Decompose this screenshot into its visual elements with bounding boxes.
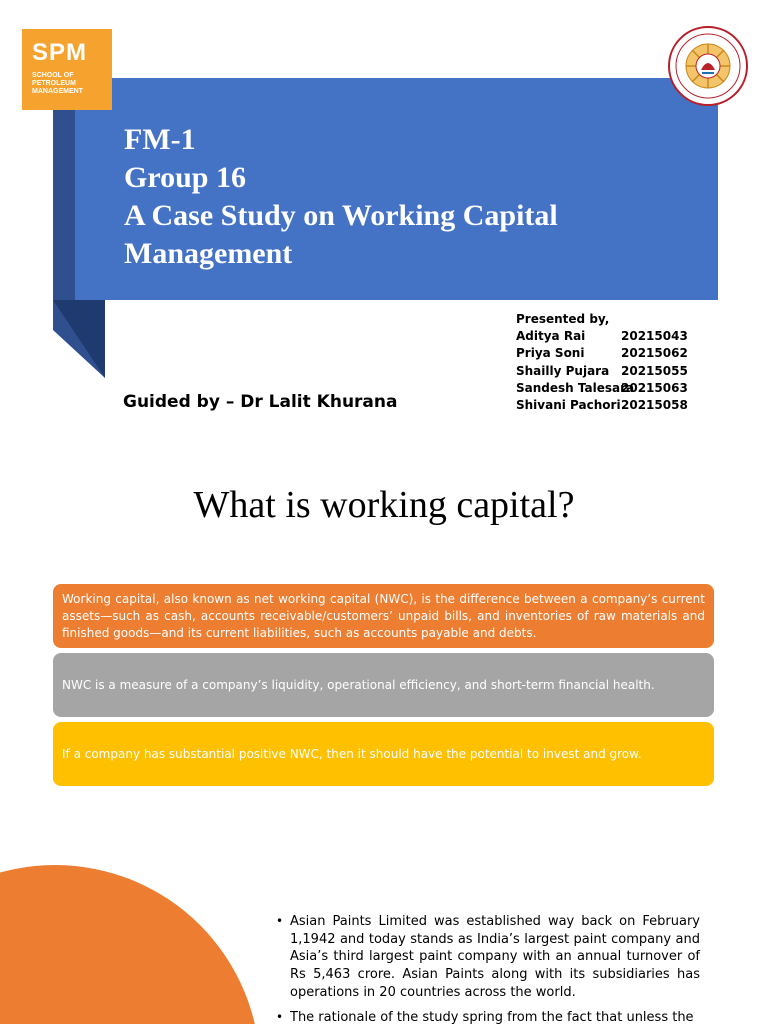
list-item <box>276 913 700 1002</box>
presenter-row <box>516 345 716 362</box>
presenter-name: Shivani Pachori <box>516 398 621 413</box>
nwc-measure-box <box>53 653 714 717</box>
presenter-id: 20215062 <box>621 346 688 361</box>
slide-title <box>124 121 694 273</box>
presenter-row <box>516 397 716 414</box>
nwc-measure-text: NWC is a measure of a company’s liquidity, operational efficiency, and short-term financial health. <box>62 677 655 692</box>
logo-abbr: SPM <box>32 39 88 66</box>
company-slide <box>0 840 768 1024</box>
presenters-heading: Presented by, <box>516 312 610 326</box>
positive-nwc-box <box>53 722 714 786</box>
definition-box <box>53 584 714 648</box>
presenter-name: Priya Soni <box>516 346 585 361</box>
orange-circle-decoration <box>0 865 260 1024</box>
bullet-icon: • <box>276 1009 284 1024</box>
guided-by: Guided by – Dr Lalit Khurana <box>123 392 398 412</box>
bullet-icon: • <box>276 914 284 928</box>
slide-heading: What is working capital? <box>193 484 575 526</box>
presenter-id: 20215063 <box>621 380 688 395</box>
presenter-row <box>516 380 716 397</box>
positive-nwc-text: If a company has substantial positive NWC, then it should have the potential to invest and grow. <box>62 746 642 761</box>
presenter-id: 20215055 <box>621 363 688 378</box>
presenters-list <box>516 311 716 414</box>
title-slide <box>0 0 768 440</box>
spm-logo <box>22 29 112 110</box>
logo-line: PETROLEUM <box>32 80 76 87</box>
title-line: Management <box>124 237 293 270</box>
title-line: FM-1 <box>124 123 196 156</box>
presenter-id: 20215058 <box>621 398 688 413</box>
bullet-list <box>276 913 700 1024</box>
list-item <box>276 1009 700 1024</box>
university-seal-icon <box>668 26 748 106</box>
bullet-text: The rationale of the study spring from the fact that unless the <box>290 1009 694 1024</box>
presenter-name: Sandesh Talesara <box>516 380 635 395</box>
logo-line: SCHOOL OF <box>32 72 74 79</box>
presenter-row <box>516 363 716 380</box>
logo-text <box>32 72 83 96</box>
presenter-name: Shailly Pujara <box>516 363 610 378</box>
presenter-row <box>516 328 716 345</box>
definition-slide <box>0 445 768 840</box>
presenter-name: Aditya Rai <box>516 329 586 344</box>
bullet-text: Asian Paints Limited was established way back on February 1,1942 and today stands as India’s largest paint company and Asia’s third largest paint company with an annual turnover of Rs 5,463 crore. Asian Paints along with its subsidiaries has operations in 20 countries across the world. <box>290 914 700 1000</box>
title-line: Group 16 <box>124 161 246 194</box>
logo-line: MANAGEMENT <box>32 88 83 95</box>
presenter-id: 20215043 <box>621 329 688 344</box>
definition-text: Working capital, also known as net working capital (NWC), is the difference between a company’s current assets—such as cash, accounts receivable/customers’ unpaid bills, and inventories of raw materials and finished goods—and its current liabilities, such as accounts payable and debts. <box>62 591 705 640</box>
title-line: A Case Study on Working Capital <box>124 199 558 232</box>
